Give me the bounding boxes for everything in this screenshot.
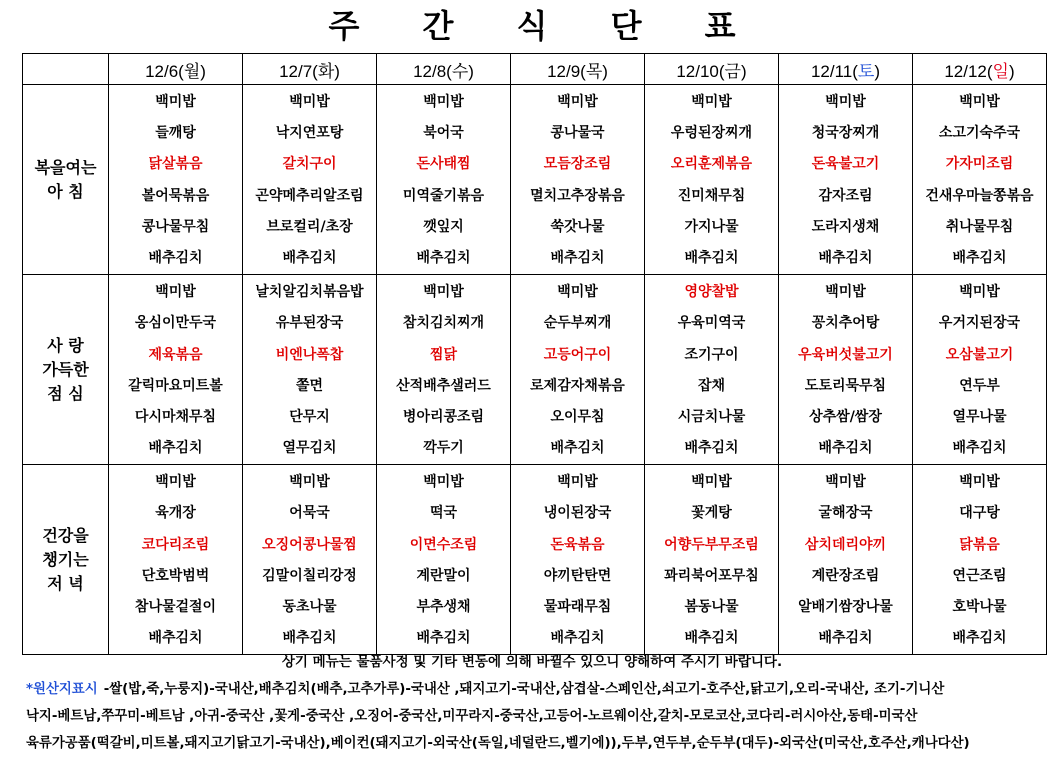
dish-item: 백미밥: [691, 94, 732, 110]
dish-item: 배추김치: [416, 630, 471, 647]
dish-item: 백미밥: [557, 284, 598, 301]
dish-item: 열무나물: [952, 408, 1007, 425]
dish-list: [645, 85, 778, 274]
dish-item: 날치알김치볶음밥: [255, 284, 364, 301]
menu-cell: [511, 465, 645, 655]
origin-line-1: [26, 676, 1058, 703]
dish-list: [109, 275, 242, 464]
dish-item: 삼치데리야끼: [804, 536, 887, 553]
weekly-menu-table: [22, 53, 1047, 655]
meal-label-line: 가득한: [42, 359, 89, 379]
day-header: [377, 54, 511, 85]
dish-item: 모듬장조림: [543, 156, 612, 173]
dinner-row: [23, 465, 1047, 655]
dish-item: 백미밥: [825, 474, 866, 491]
meal-label-line: 아 침: [47, 181, 84, 201]
dish-item: 상추쌈/쌈장: [809, 408, 882, 425]
dish-list: [243, 275, 376, 464]
dish-item: 들깨탕: [155, 125, 196, 142]
menu-cell: [913, 465, 1047, 655]
dish-item: 우육미역국: [677, 315, 746, 332]
page-title: 주 간 식 단 표: [328, 7, 762, 45]
day-close: ): [334, 61, 340, 81]
dish-item: 연근조림: [952, 567, 1007, 584]
day-date: 12/6(: [145, 61, 184, 81]
dish-item: 배추김치: [952, 440, 1007, 457]
meal-label-line: 건강을: [42, 525, 89, 545]
dish-item: 고등어구이: [543, 346, 612, 363]
dish-list: [913, 465, 1046, 654]
dish-item: 김말이칠리강정: [262, 567, 357, 584]
dish-item: 비엔나폭찹: [275, 346, 344, 363]
menu-cell: [779, 465, 913, 655]
menu-cell: [109, 275, 243, 465]
dish-item: 부추생채: [416, 599, 471, 615]
dish-item: 오이무침: [550, 408, 605, 425]
menu-cell: [109, 465, 243, 655]
dish-list: [243, 465, 376, 654]
day-header: [243, 54, 377, 85]
day-close: ): [468, 61, 474, 81]
dish-item: 연두부: [959, 377, 1000, 394]
dish-item: 쑥갓나물: [550, 218, 605, 235]
dish-item: 찜닭: [429, 346, 458, 363]
menu-cell: [243, 85, 377, 275]
dish-item: 오리훈제볶음: [670, 156, 753, 173]
day-header: [109, 54, 243, 85]
dish-list: [913, 275, 1046, 464]
menu-cell: [645, 275, 779, 465]
dish-item: 우거지된장국: [938, 315, 1021, 332]
dish-item: 백미밥: [423, 94, 464, 110]
day-weekday: 금: [724, 61, 741, 81]
dish-item: 오징어콩나물찜: [262, 536, 357, 553]
breakfast-row: [23, 85, 1047, 275]
dish-item: 배추김치: [684, 440, 739, 457]
origin-line-3: 육류가공품(떡갈비,미트볼,돼지고기닭고기-국내산),베이컨(돼지고기-외국산(독일,네덜란드,벨기에)),두부,연두부,순두부(대두)-외국산(미국산,호주산,캐나다산): [26, 736, 970, 751]
day-weekday: 월: [183, 61, 201, 81]
dish-list: [779, 465, 912, 654]
menu-cell: [779, 275, 913, 465]
day-weekday: 토: [857, 61, 875, 81]
dish-item: 동초나물: [282, 599, 337, 615]
dish-item: 백미밥: [959, 284, 1000, 301]
dish-item: 단호박범벅: [141, 567, 210, 584]
dish-item: 콩나물국: [550, 125, 605, 142]
dish-item: 갈릭마요미트볼: [128, 377, 223, 394]
dish-item: 어묵국: [289, 505, 330, 522]
corner-cell: [23, 54, 109, 85]
meal-label-line: 사 랑: [47, 335, 84, 355]
notice-text: 상기 메뉴는 물품사정 및 기타 변동에 의해 바뀔수 있으니 양해하여 주시기 바랍니다.: [281, 654, 783, 670]
day-date: 12/8(: [413, 61, 452, 81]
meal-label-line: 복을여는: [34, 157, 97, 177]
dish-item: 돈사태찜: [416, 156, 471, 173]
dish-item: 배추김치: [282, 630, 337, 647]
dish-item: 떡국: [429, 505, 458, 522]
dish-item: 배추김치: [818, 249, 873, 266]
origin-section: [26, 676, 1058, 757]
dish-item: 알배기쌈장나물: [798, 599, 893, 615]
menu-cell: [511, 275, 645, 465]
dish-list: [109, 465, 242, 654]
dish-item: 참치김치찌개: [402, 315, 485, 332]
dish-item: 계란장조림: [811, 567, 880, 584]
day-weekday: 수: [451, 61, 469, 81]
day-header: [913, 54, 1047, 85]
dish-list: [511, 275, 644, 464]
day-close: ): [740, 61, 747, 81]
dish-item: 배추김치: [148, 440, 203, 457]
dish-item: 백미밥: [289, 474, 330, 491]
dish-item: 육개장: [155, 505, 196, 522]
day-header: [779, 54, 913, 85]
menu-cell: [645, 85, 779, 275]
day-date: 12/7(: [279, 61, 318, 81]
dish-list: [511, 85, 644, 274]
dish-item: 대구탕: [959, 505, 1000, 522]
dish-list: [377, 275, 510, 464]
dish-item: 도토리묵무침: [804, 377, 887, 394]
dish-item: 배추김치: [684, 249, 739, 266]
origin-line-2: 낙지-베트남,쭈꾸미-베트남 ,아귀-중국산 ,꽃게-중국산 ,오징어-중국산,미꾸라지-중국산,고등어-노르웨이산,갈치-모로코산,코다리-러시아산,동태-미국산: [26, 709, 918, 724]
dish-item: 갈치구이: [282, 156, 337, 173]
dish-item: 제육볶음: [148, 346, 203, 363]
day-header: [511, 54, 645, 85]
dish-item: 백미밥: [423, 474, 464, 491]
menu-cell: [377, 465, 511, 655]
dish-item: 배추김치: [952, 630, 1007, 647]
menu-cell: [109, 85, 243, 275]
dish-item: 백미밥: [155, 94, 196, 110]
dish-item: 병아리콩조림: [402, 408, 485, 425]
dish-item: 물파래무침: [543, 599, 612, 615]
menu-cell: [913, 275, 1047, 465]
dish-list: [377, 465, 510, 654]
menu-cell: [913, 85, 1047, 275]
dish-item: 백미밥: [557, 94, 598, 110]
dish-list: [377, 85, 510, 274]
dish-item: 배추김치: [148, 249, 203, 266]
day-date: 12/11(: [810, 61, 858, 81]
origin-label: *원산지표시: [26, 682, 98, 697]
dish-item: 냉이된장국: [543, 505, 612, 522]
day-date: 12/10(: [676, 61, 725, 81]
dish-list: [243, 85, 376, 274]
dish-item: 돈육볶음: [550, 536, 605, 553]
day-close: ): [1008, 61, 1015, 81]
origin-text-1: -쌀(밥,죽,누룽지)-국내산,배추김치(배추,고추가루)-국내산 ,돼지고기-국내산,삼겹살-스페인산,쇠고기-호주산,닭고기,오리-국내산, 조기-기니산: [103, 682, 945, 697]
dish-list: [913, 85, 1046, 274]
dish-item: 백미밥: [155, 474, 196, 491]
dish-item: 배추김치: [818, 440, 873, 457]
dish-item: 계란말이: [416, 567, 471, 584]
dish-item: 참나물겉절이: [134, 599, 217, 615]
dish-item: 백미밥: [155, 284, 196, 301]
dish-item: 백미밥: [959, 94, 1000, 110]
header-row: [23, 54, 1047, 85]
dish-item: 산적배추샐러드: [396, 377, 491, 394]
dish-item: 백미밥: [289, 94, 330, 110]
dish-item: 미역줄기볶음: [402, 187, 485, 204]
dish-item: 배추김치: [550, 249, 605, 266]
meal-label-line: 점 심: [47, 383, 84, 403]
day-weekday: 일: [992, 61, 1009, 81]
dish-item: 닭살볶음: [148, 156, 203, 173]
dish-item: 이면수조림: [409, 536, 478, 553]
day-close: ): [874, 61, 881, 81]
dish-item: 도라지생채: [811, 218, 880, 235]
menu-cell: [779, 85, 913, 275]
dish-item: 우렁된장찌개: [670, 125, 753, 142]
menu-cell: [645, 465, 779, 655]
day-date: 12/9(: [547, 61, 586, 81]
dish-item: 배추김치: [416, 249, 471, 266]
dish-item: 가자미조림: [945, 156, 1014, 173]
dish-item: 건새우마늘쫑볶음: [925, 187, 1034, 204]
dish-item: 닭볶음: [959, 536, 1000, 553]
dish-item: 쫄면: [295, 377, 324, 394]
dish-item: 순두부찌개: [543, 315, 612, 332]
dish-item: 배추김치: [684, 630, 739, 647]
dish-item: 백미밥: [691, 474, 732, 491]
dish-list: [779, 85, 912, 274]
dish-item: 브로컬리/초장: [266, 218, 353, 235]
dish-item: 우육버섯불고기: [798, 346, 893, 363]
dish-item: 유부된장국: [275, 315, 344, 332]
dish-list: [645, 465, 778, 654]
dish-item: 옹심이만두국: [134, 315, 217, 332]
dish-item: 로제감자채볶음: [530, 377, 625, 394]
dish-item: 호박나물: [952, 599, 1007, 615]
menu-cell: [377, 85, 511, 275]
dish-item: 시금치나물: [677, 408, 746, 425]
dish-item: 배추김치: [818, 630, 873, 647]
dish-item: 낙지연포탕: [275, 125, 344, 142]
dish-item: 곤약메추리알조림: [255, 187, 364, 204]
dish-item: 깻잎지: [423, 218, 464, 235]
dish-item: 꽃게탕: [691, 505, 732, 522]
dish-item: 영양찰밥: [684, 284, 739, 301]
day-header: [645, 54, 779, 85]
dish-item: 배추김치: [952, 249, 1007, 266]
dish-item: 돈육불고기: [811, 156, 880, 173]
meal-label: [23, 275, 109, 465]
dish-item: 백미밥: [557, 474, 598, 491]
day-date: 12/12(: [944, 61, 993, 81]
dish-item: 백미밥: [825, 284, 866, 301]
dish-item: 열무김치: [282, 440, 337, 457]
day-close: ): [200, 61, 206, 81]
dish-item: 볼어묵볶음: [141, 187, 210, 204]
dish-item: 멸치고추장볶음: [530, 187, 625, 204]
meal-label-line: 저 녁: [47, 573, 84, 593]
dish-item: 백미밥: [959, 474, 1000, 491]
dish-item: 백미밥: [423, 284, 464, 301]
dish-item: 콩나물무침: [141, 218, 210, 235]
dish-list: [779, 275, 912, 464]
dish-item: 백미밥: [825, 94, 866, 110]
dish-item: 소고기숙주국: [938, 125, 1021, 142]
day-weekday: 화: [317, 61, 335, 81]
dish-item: 봄동나물: [684, 599, 739, 615]
dish-item: 어향두부무조림: [664, 536, 759, 553]
meal-label-line: 챙기는: [42, 549, 89, 569]
menu-cell: [243, 465, 377, 655]
dish-item: 야끼탄탄면: [543, 567, 612, 584]
dish-list: [511, 465, 644, 654]
dish-item: 다시마채무침: [134, 408, 217, 425]
dish-item: 단무지: [289, 408, 330, 425]
day-weekday: 목: [585, 61, 603, 81]
dish-item: 취나물무침: [945, 218, 1014, 235]
dish-item: 배추김치: [550, 630, 605, 647]
dish-item: 북어국: [423, 125, 464, 142]
dish-item: 굴해장국: [818, 505, 873, 522]
dish-item: 깍두기: [423, 440, 464, 457]
menu-cell: [243, 275, 377, 465]
dish-list: [109, 85, 242, 274]
dish-item: 배추김치: [550, 440, 605, 457]
day-close: ): [602, 61, 608, 81]
menu-cell: [511, 85, 645, 275]
dish-item: 진미채무침: [677, 187, 746, 204]
menu-cell: [377, 275, 511, 465]
dish-item: 꽁치추어탕: [811, 315, 880, 332]
dish-item: 청국장찌개: [811, 125, 880, 142]
dish-list: [645, 275, 778, 464]
dish-item: 잡채: [697, 377, 726, 394]
dish-item: 감자조림: [818, 187, 873, 204]
meal-label: [23, 85, 109, 275]
dish-item: 배추김치: [282, 249, 337, 266]
meal-label: [23, 465, 109, 655]
dish-item: 조기구이: [684, 346, 739, 363]
dish-item: 코다리조림: [141, 536, 210, 553]
dish-item: 오삼불고기: [945, 346, 1014, 363]
dish-item: 가지나물: [684, 218, 739, 235]
lunch-row: [23, 275, 1047, 465]
dish-item: 꽈리북어포무침: [664, 567, 759, 584]
dish-item: 배추김치: [148, 630, 203, 647]
